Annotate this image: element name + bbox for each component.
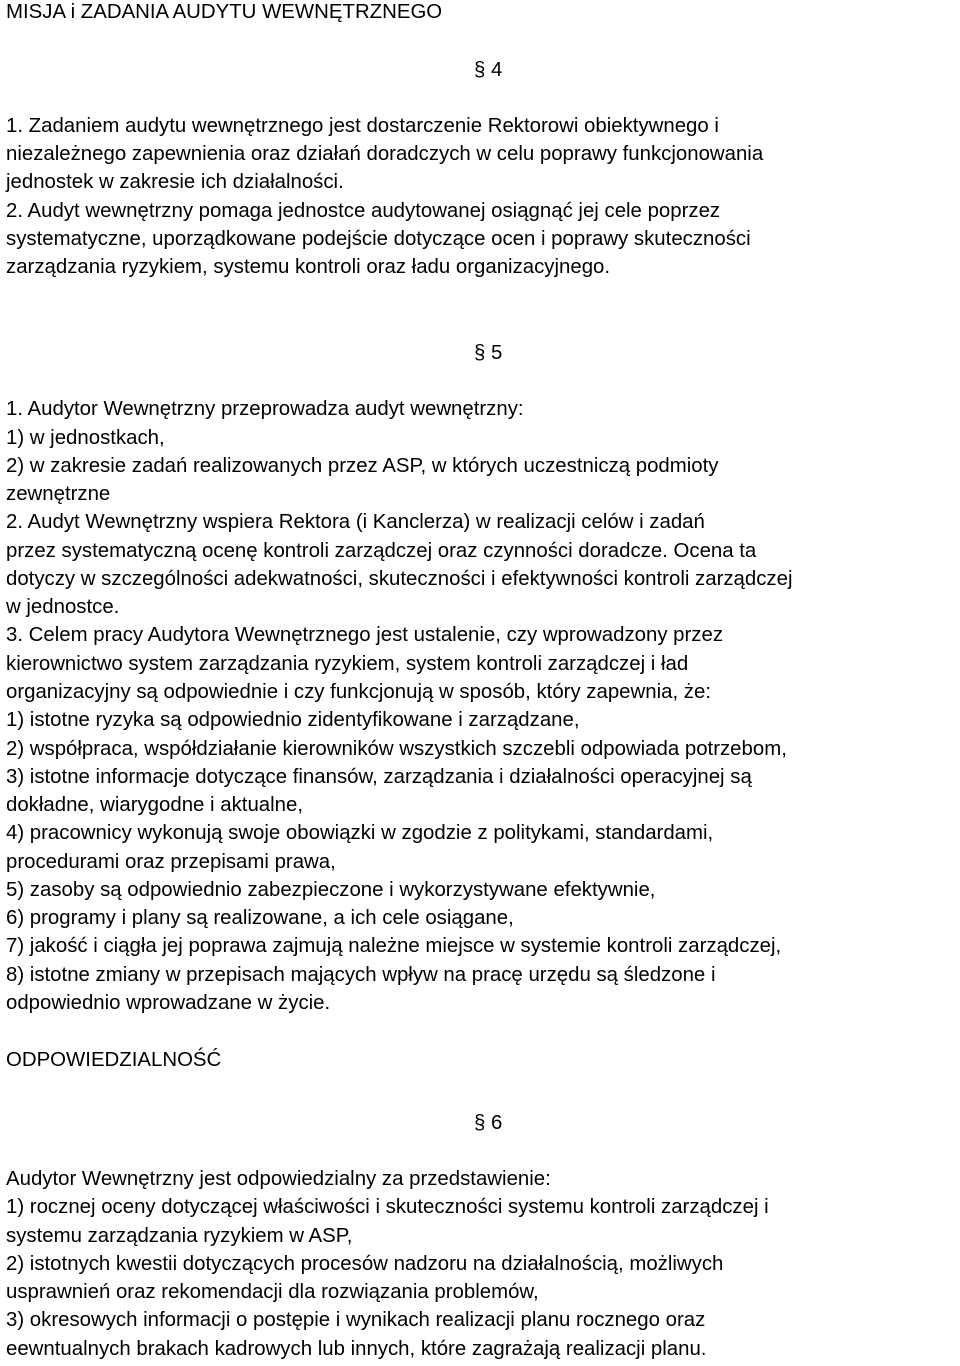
- text-line: odpowiednio wprowadzane w życie.: [6, 992, 331, 1014]
- text-line: 2) w zakresie zadań realizowanych przez ASP, w których uczestniczą podmioty: [6, 455, 719, 477]
- text-line: 2. Audyt Wewnętrzny wspiera Rektora (i Kanclerza) w realizacji celów i zadań: [6, 511, 705, 533]
- text-line: eewntualnych brakach kadrowych lub innych, które zagrażają realizacji planu.: [6, 1338, 707, 1360]
- text-line: 4) pracownicy wykonują swoje obowiązki w zgodzie z politykami, standardami,: [6, 822, 714, 844]
- text-line: w jednostce.: [6, 596, 120, 618]
- text-line: systemu zarządzania ryzykiem w ASP,: [6, 1225, 353, 1247]
- text-line: organizacyjny są odpowiednie i czy funkcjonują w sposób, który zapewnia, że:: [6, 681, 711, 703]
- text-line: 1. Audytor Wewnętrzny przeprowadza audyt wewnętrzny:: [6, 398, 524, 420]
- text-line: usprawnień oraz rekomendacji dla rozwiązania problemów,: [6, 1281, 539, 1303]
- text-line: zewnętrzne: [6, 483, 111, 505]
- text-line: 1) istotne ryzyka są odpowiednio zidentyfikowane i zarządzane,: [6, 709, 580, 731]
- text-line: jednostek w zakresie ich działalności.: [6, 171, 344, 193]
- page-heading: MISJA i ZADANIA AUDYTU WEWNĘTRZNEGO: [6, 1, 443, 23]
- text-line: procedurami oraz przepisami prawa,: [6, 851, 336, 873]
- text-line: 3. Celem pracy Audytora Wewnętrznego jest ustalenie, czy wprowadzony przez: [6, 624, 724, 646]
- text-line: systematyczne, uporządkowane podejście dotyczące ocen i poprawy skuteczności: [6, 228, 751, 250]
- text-line: Audytor Wewnętrzny jest odpowiedzialny za przedstawienie:: [6, 1168, 551, 1190]
- text-line: 7) jakość i ciągła jej poprawa zajmują należne miejsce w systemie kontroli zarządczej,: [6, 935, 782, 957]
- text-line: 2. Audyt wewnętrzny pomaga jednostce audytowanej osiągnąć jej cele poprzez: [6, 200, 721, 222]
- section-mark-4: § 4: [474, 59, 503, 81]
- section-mark-5: § 5: [474, 342, 503, 364]
- text-line: 3) okresowych informacji o postępie i wynikach realizacji planu rocznego oraz: [6, 1309, 706, 1331]
- text-line: 2) istotnych kwestii dotyczących procesów nadzoru na działalnością, możliwych: [6, 1253, 724, 1275]
- text-line: dokładne, wiarygodne i aktualne,: [6, 794, 303, 816]
- text-line: kierownictwo system zarządzania ryzykiem, system kontroli zarządczej i ład: [6, 653, 689, 675]
- text-line: 1. Zadaniem audytu wewnętrznego jest dostarczenie Rektorowi obiektywnego i: [6, 115, 719, 137]
- text-line: 6) programy i plany są realizowane, a ich cele osiągane,: [6, 907, 514, 929]
- text-line: zarządzania ryzykiem, systemu kontroli oraz ładu organizacyjnego.: [6, 256, 611, 278]
- text-line: 1) rocznej oceny dotyczącej właściwości i skuteczności systemu kontroli zarządczej i: [6, 1196, 769, 1218]
- text-line: niezależnego zapewnienia oraz działań doradczych w celu poprawy funkcjonowania: [6, 143, 764, 165]
- text-line: przez systematyczną ocenę kontroli zarządczej oraz czynności doradcze. Ocena ta: [6, 540, 757, 562]
- text-line: 3) istotne informacje dotyczące finansów, zarządzania i działalności operacyjnej są: [6, 766, 752, 788]
- text-line: 1) w jednostkach,: [6, 427, 165, 449]
- responsibility-heading: ODPOWIEDZIALNOŚĆ: [6, 1049, 222, 1071]
- section-mark-6: § 6: [474, 1112, 503, 1134]
- text-line: 5) zasoby są odpowiednio zabezpieczone i wykorzystywane efektywnie,: [6, 879, 656, 901]
- text-line: 2) współpraca, współdziałanie kierowników wszystkich szczebli odpowiada potrzebom,: [6, 738, 787, 760]
- text-line: 8) istotne zmiany w przepisach mających wpływ na pracę urzędu są śledzone i: [6, 964, 716, 986]
- text-line: dotyczy w szczególności adekwatności, skuteczności i efektywności kontroli zarządczej: [6, 568, 793, 590]
